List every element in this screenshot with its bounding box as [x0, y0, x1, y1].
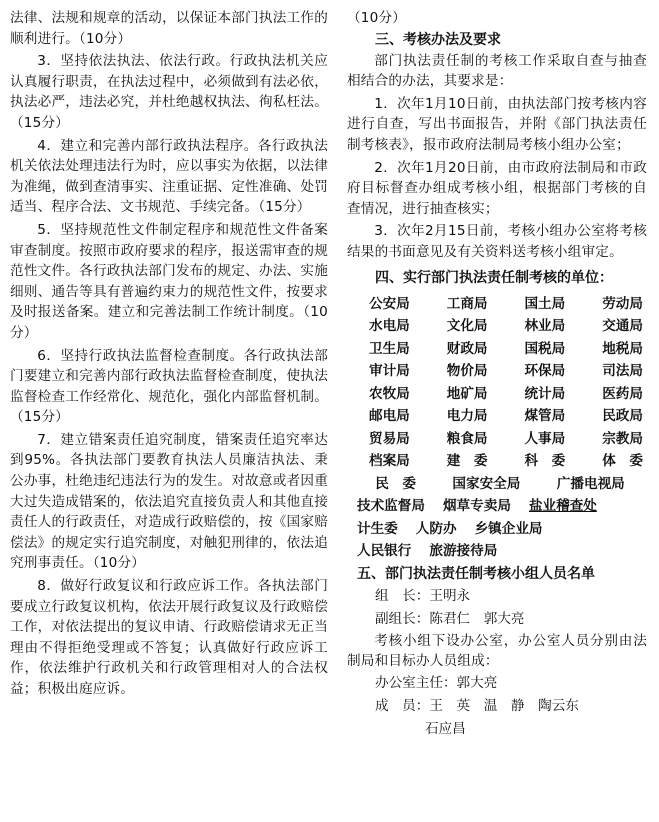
- units-row: [347, 405, 647, 428]
- unit-name: 地矿局: [446, 385, 488, 402]
- paragraph-item-8: 8．做好行政复议和行政应诉工作。各执法部门要成立行政复议机构，依法开展行政复议及行政赔偿工作，对依法提出的复议申请、行政赔偿请求无正当理由不得拒绝受理或不答复；认真做好行政应诉工作，依法维护行政机关和行政管理相对人的合法权益；积极出庭应诉。: [10, 578, 328, 697]
- unit-name: 环保局: [524, 363, 566, 380]
- unit-name: 林业局: [524, 318, 566, 335]
- unit-name: 电力局: [446, 408, 488, 425]
- unit-name: 旅游接待局: [429, 543, 498, 560]
- paragraph-item-5: 5．坚持规范性文件制定程序和规范性文件备案审查制度。按照市政府要求的程序，报送需审查的规范性文件。各行政执法部门发布的规定、办法、实施细则、通告等具有普遍约束力的规范性文件，按要求及时报送备案。建立和完善法制工作统计制度。（10分）: [10, 221, 328, 341]
- unit-name: 盐业稽查处: [528, 498, 597, 515]
- paragraph-item-7: 7．建立错案责任追究制度，错案责任追究率达到95%。各执法部门要教育执法人员廉洁执法、秉公办事，杜绝违纪违法行为的发生。对故意或者因重大过失造成错案的，依法追究直接负责人和其他直接责任人的行政责任，对造成行政赔偿的，按《国家赔偿法》的规定实行追究制度，对触犯刑律的，依法追究刑事责任。（10分）: [10, 431, 328, 572]
- office-members: 成 员：王 英 温 静 陶云东: [375, 697, 579, 714]
- paragraph-item-6: 6．坚持行政执法监督检查制度。各行政执法部门要建立和完善内部行政执法监督检查制度，使执法监督检查工作经常化、规范化，强化内部监督机制。（15分）: [10, 347, 328, 426]
- unit-name: 水电局: [369, 318, 410, 335]
- unit-name: 交通局: [602, 318, 643, 335]
- unit-name: 人防办: [415, 520, 457, 537]
- unit-name: 农牧局: [369, 385, 410, 402]
- requirement-2: 2．次年1月20日前，由市政府法制局和市政府目标督查办组成考核小组，根据部门考核的自查情况，进行抽查核实；: [347, 159, 647, 217]
- section-3-title: 三、考核办法及要求: [375, 31, 501, 48]
- unit-name: 公安局: [369, 295, 410, 312]
- unit-name: 审计局: [369, 363, 410, 380]
- unit-name: 烟草专卖局: [442, 498, 511, 515]
- unit-name: 地税局: [602, 340, 643, 357]
- office-members-continued: 石应昌: [425, 720, 466, 737]
- unit-name: 劳动局: [602, 295, 643, 312]
- units-row: [347, 495, 647, 518]
- unit-name: 技术监督局: [357, 498, 425, 515]
- unit-name: 粮食局: [446, 430, 488, 447]
- unit-name: 民政局: [602, 408, 643, 425]
- unit-name: 医药局: [602, 385, 643, 402]
- unit-name: 广播电视局: [556, 475, 625, 492]
- unit-name: 统计局: [524, 385, 566, 402]
- section-4-title: 四、实行部门执法责任制考核的单位：: [375, 269, 613, 286]
- units-row: [347, 450, 647, 473]
- unit-name: 国税局: [524, 340, 566, 357]
- unit-name: 司法局: [602, 363, 643, 380]
- units-row: [347, 518, 647, 541]
- unit-name: 宗教局: [602, 430, 643, 447]
- requirement-1: 1．次年1月10日前，由执法部门按考核内容进行自查，写出书面报告，并附《部门执法责任制考核表》，报市政府法制局考核小组办公室；: [347, 95, 647, 153]
- office-intro: 考核小组下设办公室，办公室人员分别由法制局和目标办人员组成：: [347, 632, 647, 670]
- office-head: 办公室主任：郭大亮: [375, 674, 498, 691]
- group-leader: 组 长：王明永: [375, 587, 471, 604]
- unit-name: 贸易局: [369, 430, 410, 447]
- unit-name: 煤管局: [524, 408, 566, 425]
- units-row: [347, 383, 647, 406]
- units-row: [347, 360, 647, 383]
- unit-name: 人事局: [524, 430, 566, 447]
- section-5-title: 五、部门执法责任制考核小组人员名单: [357, 565, 595, 582]
- left-column: [10, 8, 328, 700]
- unit-name: 计生委: [357, 520, 398, 537]
- units-row: [347, 540, 647, 563]
- unit-name: 邮电局: [369, 408, 410, 425]
- units-row: [347, 293, 647, 316]
- unit-name: 国家安全局: [452, 475, 521, 492]
- unit-name: 体 委: [602, 453, 643, 470]
- paragraph-continuation: 法律、法规和规章的活动，以保证本部门执法工作的顺利进行。（10分）: [10, 10, 328, 47]
- unit-name: 国土局: [524, 295, 566, 312]
- unit-name: 乡镇企业局: [474, 520, 543, 537]
- unit-name: 档案局: [369, 453, 410, 470]
- section-3-intro: 部门执法责任制的考核工作采取自查与抽查相结合的办法，其要求是：: [347, 52, 647, 90]
- requirement-3: 3．次年2月15日前，考核小组办公室将考核结果的书面意见及有关资料送考核小组审定。: [347, 223, 647, 260]
- unit-name: 人民银行: [357, 543, 412, 560]
- paragraph-item-3: 3．坚持依法执法、依法行政。行政执法机关应认真履行职责，在执法过程中，必须做到有法必依，执法必严，违法必究，并杜绝越权执法、徇私枉法。（15分）: [10, 53, 328, 131]
- units-row: [347, 473, 647, 496]
- units-row: [347, 315, 647, 338]
- units-list: [347, 293, 647, 563]
- units-row: [347, 428, 647, 451]
- right-column: [347, 8, 647, 741]
- unit-name: 文化局: [446, 318, 488, 335]
- unit-name: 科 委: [524, 453, 566, 470]
- unit-name: 工商局: [446, 295, 488, 312]
- score-continuation: （10分）: [347, 10, 407, 26]
- unit-name: 卫生局: [369, 340, 410, 357]
- paragraph-item-4: 4．建立和完善内部行政执法程序。各行政执法机关依法处理违法行为时，应以事实为依据，以法律为准绳，做到查清事实、注重证据、定性准确、处罚适当、程序合法、文书规范、手续完备。（15分）: [10, 137, 328, 216]
- unit-name: 物价局: [446, 363, 488, 380]
- units-row: [347, 338, 647, 361]
- unit-name: 财政局: [446, 340, 488, 357]
- unit-name: 建 委: [446, 453, 488, 470]
- group-deputy: 副组长：陈君仁 郭大亮: [375, 610, 525, 627]
- unit-name: 民 委: [375, 475, 416, 492]
